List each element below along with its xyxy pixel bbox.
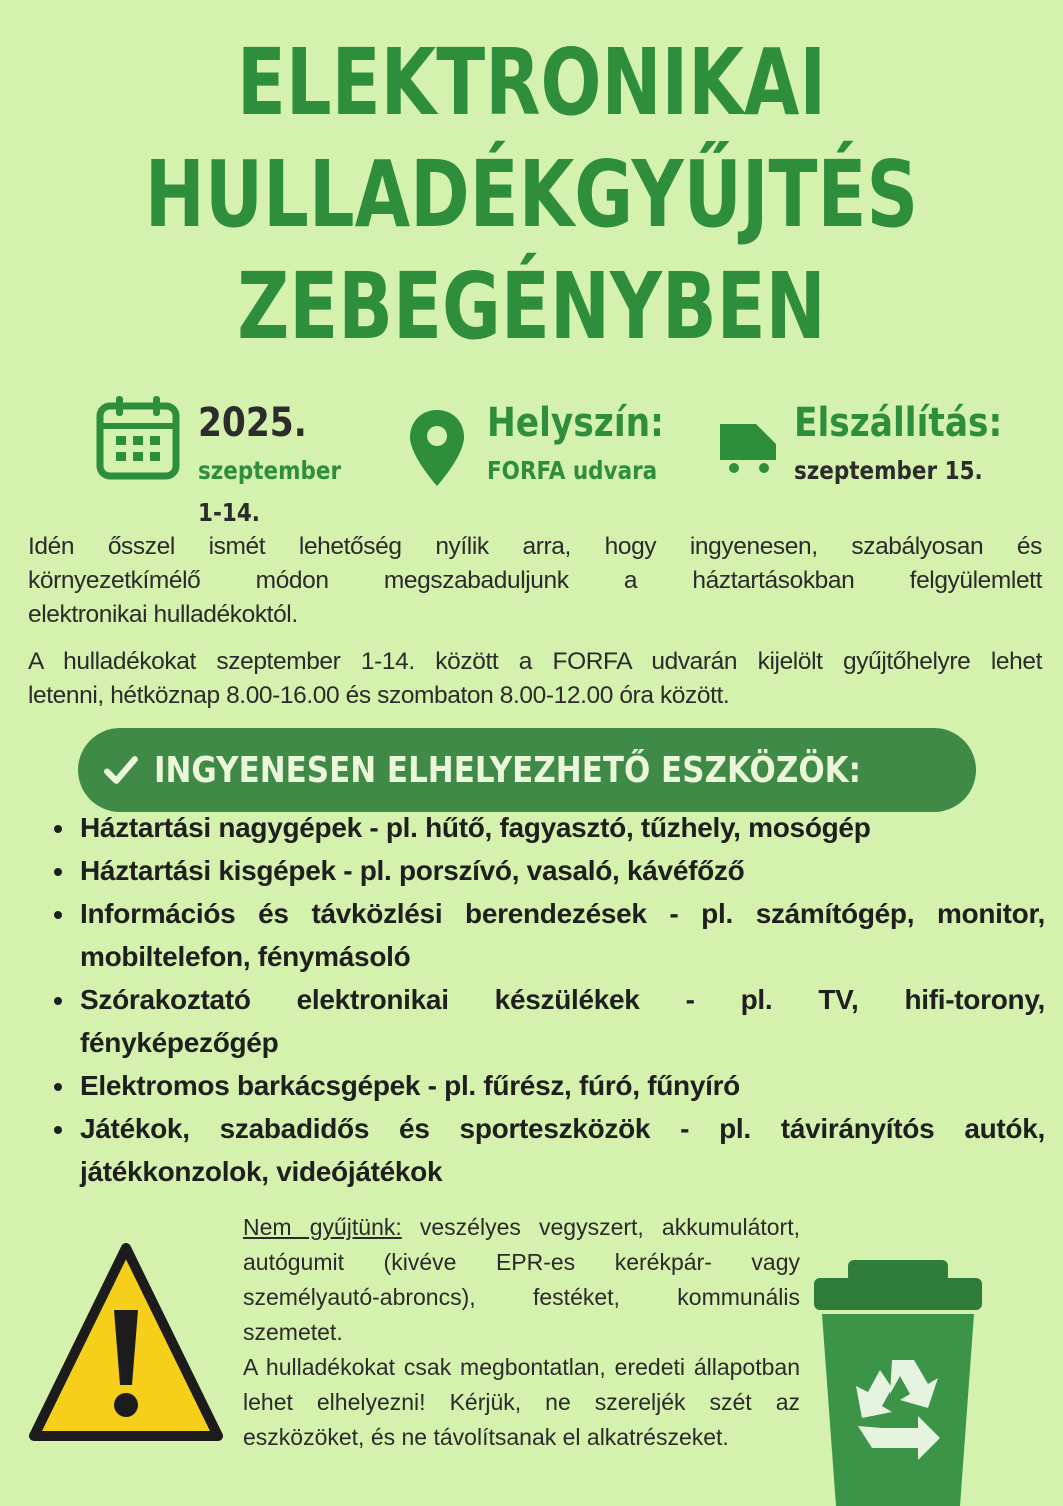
list-item-line: Háztartási nagygépek - pl. hűtő, fagyasztó, tűzhely, mosógép xyxy=(80,812,871,843)
bullet xyxy=(54,997,62,1005)
calendar-icon xyxy=(96,394,180,482)
list-item-line: fényképezőgép xyxy=(80,1027,279,1058)
warning-sign-icon xyxy=(28,1240,224,1444)
intro-line: elektronikai hulladékoktól. xyxy=(28,601,298,628)
bullet xyxy=(54,868,62,876)
intro-line: A hulladékokat szeptember 1-14. között a FORFA udvarán kijelölt gyűjtőhelyre lehet xyxy=(28,648,1042,675)
list-item-line: Információs és távközlési berendezések - pl. számítógép, monitor, xyxy=(80,898,1045,929)
accepted-items-list xyxy=(50,806,1045,1193)
banner-text: INGYENESEN ELHELYEZHETŐ ESZKÖZÖK: xyxy=(153,749,861,791)
list-item-line: játékkonzolok, videójátékok xyxy=(80,1156,443,1187)
list-item xyxy=(50,1064,1045,1107)
recycle-bin-icon xyxy=(810,1258,986,1506)
date-line-1: szeptember xyxy=(198,456,342,485)
not-collected-label: Nem gyűjtünk: xyxy=(243,1214,402,1240)
title-line-1: ELEKTRONIKAI xyxy=(236,29,827,136)
place-line-1: FORFA udvara xyxy=(487,456,658,485)
bullet xyxy=(54,825,62,833)
intro-paragraph-1 xyxy=(28,530,1042,632)
bullet xyxy=(54,911,62,919)
list-item xyxy=(50,1107,1045,1193)
transport-line-1: szeptember 15. xyxy=(794,456,983,485)
truck-icon xyxy=(716,412,780,476)
list-item xyxy=(50,892,1045,978)
date-line-2: 1-14. xyxy=(198,498,260,527)
list-item-line: mobiltelefon, fénymásoló xyxy=(80,941,411,972)
bullet xyxy=(54,1083,62,1091)
list-item-line: Háztartási kisgépek - pl. porszívó, vasaló, kávéfőző xyxy=(80,855,745,886)
free-items-banner xyxy=(78,728,976,812)
intro-line: környezetkímélő módon megszabaduljunk a háztartásokban felgyülemlett xyxy=(28,567,1042,594)
list-item-line: Játékok, szabadidős és sporteszközök - pl. távirányítós autók, xyxy=(80,1113,1045,1144)
list-item xyxy=(50,806,1045,849)
intro-paragraph-2 xyxy=(28,645,1042,713)
list-item xyxy=(50,849,1045,892)
bullet xyxy=(54,1126,62,1134)
list-item-line: Szórakoztató elektronikai készülékek - pl. TV, hifi-torony, xyxy=(80,984,1045,1015)
list-item-line: Elektromos barkácsgépek - pl. fűrész, fúró, fűnyíró xyxy=(80,1070,740,1101)
date-heading: 2025. xyxy=(198,400,307,446)
location-pin-icon xyxy=(408,408,466,488)
not-collected-text: veszélyes vegyszert, akkumulátort, autógumit (kivéve EPR-es kerékpár- vagy személyautó-abroncs), festéket, kommunális szemetet. xyxy=(243,1214,800,1345)
not-collected-note xyxy=(243,1210,800,1455)
title-line-2: HULLADÉKGYŰJTÉS xyxy=(144,141,919,248)
place-heading: Helyszín: xyxy=(487,400,664,446)
transport-heading: Elszállítás: xyxy=(794,400,1003,446)
intro-line: letenni, hétköznap 8.00-16.00 és szombaton 8.00-12.00 óra között. xyxy=(28,682,730,709)
condition-text: A hulladékokat csak megbontatlan, eredeti állapotban lehet elhelyezni! Kérjük, ne szereljék szét az eszközöket, és ne távolítsanak el alkatrészeket. xyxy=(243,1354,800,1450)
intro-line: Idén ősszel ismét lehetőség nyílik arra, hogy ingyenesen, szabályosan és xyxy=(28,533,1042,560)
title-line-3: ZEBEGÉNYBEN xyxy=(237,253,826,360)
check-icon xyxy=(104,750,138,790)
list-item xyxy=(50,978,1045,1064)
